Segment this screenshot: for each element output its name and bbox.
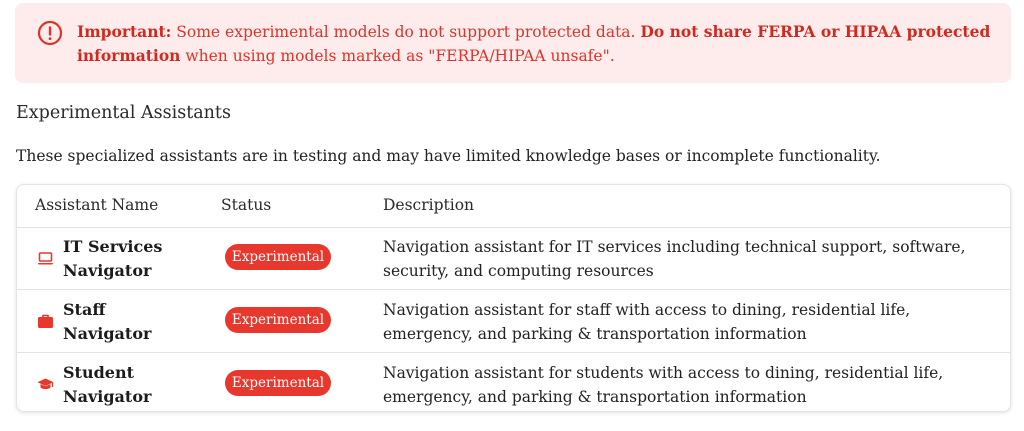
graduation-cap-icon (37, 376, 54, 393)
status-badge: Experimental (225, 244, 331, 270)
assistant-description: Navigation assistant for students with access to dining, residential life, emergency, and parking & transportation information (383, 364, 944, 406)
assistant-name: Staff Navigator (63, 300, 152, 343)
assistants-table (16, 184, 1011, 412)
assistant-description: Navigation assistant for staff with access to dining, residential life, emergency, and parking & transportation information (383, 301, 911, 343)
assistant-name: IT Services Navigator (63, 237, 163, 280)
section-description: These specialized assistants are in testing and may have limited knowledge bases or incomplete functionality. (16, 147, 881, 165)
header-assistant-name: Assistant Name (35, 196, 159, 214)
briefcase-icon (37, 313, 54, 330)
table-row-student-navigator[interactable] (17, 353, 1010, 412)
status-badge: Experimental (225, 370, 331, 396)
assistant-description: Navigation assistant for IT services including technical support, software, security, and computing resources (383, 238, 966, 280)
table-row-it-services-navigator[interactable] (17, 227, 1010, 290)
assistant-name: Student Navigator (63, 363, 152, 406)
table-header (17, 185, 1010, 228)
protected-data-alert (15, 3, 1011, 83)
header-description: Description (383, 196, 475, 214)
alert-lead: Important: Some experimental models do not support protected data. Do not share FERPA or HIPAA protected information when using models marked as "FERPA/HIPAA unsafe". (77, 22, 991, 65)
alert-circle-icon (37, 20, 63, 46)
table-row-staff-navigator[interactable] (17, 290, 1010, 353)
header-status: Status (221, 196, 272, 214)
laptop-icon (37, 250, 54, 267)
alert-warning: Do not share FERPA or HIPAA protected information (77, 22, 991, 65)
section-title: Experimental Assistants (16, 103, 231, 123)
status-badge: Experimental (225, 307, 331, 333)
